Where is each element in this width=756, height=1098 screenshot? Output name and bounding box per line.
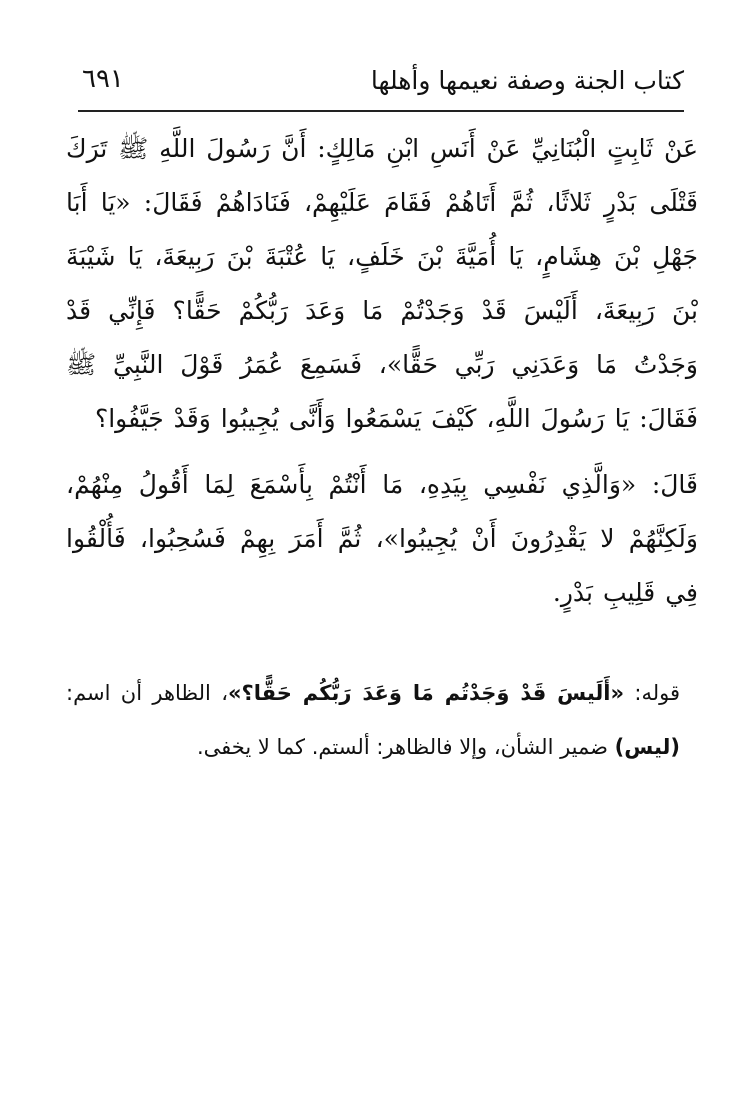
chapter-title: كتاب الجنة وصفة نعيمها وأهلها xyxy=(370,66,684,95)
commentary-tail: ضمير الشأن، وإلا فالظاهر: ألستم. كما لا يخفى. xyxy=(196,735,615,759)
commentary-term: (ليس) xyxy=(614,735,680,759)
hadith-paragraph-2: قَالَ: «وَالَّذِي نَفْسِي بِيَدِهِ، مَا أَنْتُمْ بِأَسْمَعَ لِمَا أَقُولُ مِنْهُمْ، وَلَكِنَّهُمْ لا يَقْدِرُونَ أَنْ يُجِيبُوا»، ثُمَّ أَمَرَ بِهِمْ فَسُحِبُوا، فَأُلْقُوا فِي قَلِيبِ بَدْرٍ. xyxy=(66,470,698,607)
commentary-quote: «أَلَيسَ قَدْ وَجَدْتُم مَا وَعَدَ رَبُّكُم حَقًّا؟» xyxy=(227,681,625,705)
hadith-paragraph-1: عَنْ ثَابِتٍ الْبُنَانِيِّ عَنْ أَنَسِ ابْنِ مَالِكٍ: أَنَّ رَسُولَ اللَّهِ ﷺ تَرَكَ قَتْلَى بَدْرٍ ثَلاثًا، ثُمَّ أَتَاهُمْ فَقَامَ عَلَيْهِمْ، فَنَادَاهُمْ فَقَالَ: «يَا أَبَا جَهْلِ بْنَ هِشَامٍ، يَا أُمَيَّةَ بْنَ خَلَفٍ، يَا عُتْبَةَ بْنَ رَبِيعَةَ، يَا شَيْبَةَ بْنَ رَبِيعَةَ، أَلَيْسَ قَدْ وَجَدْتُمْ مَا وَعَدَ رَبُّكُمْ حَقًّا؟ فَإِنِّي قَدْ وَجَدْتُ مَا وَعَدَنِي رَبِّي حَقًّا»، فَسَمِعَ عُمَرُ قَوْلَ النَّبِيِّ ﷺ فَقَالَ: يَا رَسُولَ اللَّهِ، كَيْفَ يَسْمَعُوا وَأَنَّى يُجِيبُوا وَقَدْ جَيَّفُوا؟ xyxy=(66,134,698,433)
page-header xyxy=(78,62,684,106)
commentary-text xyxy=(66,666,680,774)
commentary-middle: ، الظاهر أن اسم: xyxy=(66,681,228,705)
hadith-text xyxy=(66,122,698,620)
commentary-paragraph xyxy=(66,666,680,774)
commentary-lead: قوله: xyxy=(624,681,680,705)
header-divider xyxy=(78,110,684,112)
page-number: ٦٩١ xyxy=(82,64,124,94)
